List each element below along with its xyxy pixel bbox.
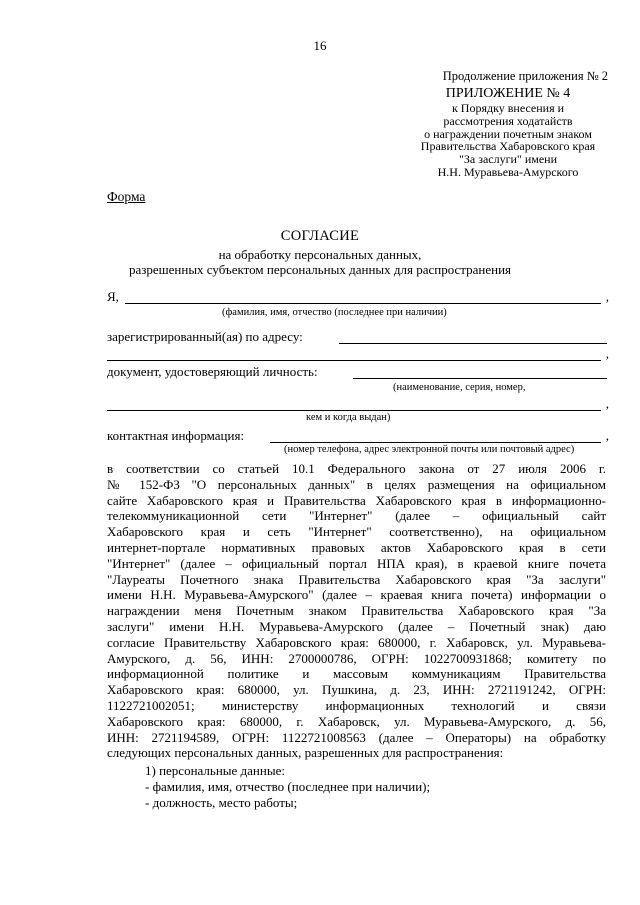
appendix-line: "За заслуги" имени [458,152,558,167]
identity-document-field[interactable] [107,364,607,380]
body-line: № 152-ФЗ "О персональных данных" в целях размещения на официальном [107,476,606,492]
appendix-continuation: Продолжение приложения № 2 [442,69,608,83]
contact-info-label: контактная информация: [107,428,245,443]
body-line: согласие Правительству Хабаровского края: 680000, г. Хабаровск, ул. Муравьева- [107,634,606,650]
full-name-label: Я, [107,289,119,304]
subtitle-line: на обработку персональных данных, [218,247,422,262]
list-item: - фамилия, имя, отчество (последнее при наличии); [145,779,431,794]
comma: , [605,396,609,411]
contact-info-field[interactable] [107,428,607,444]
consent-body-text [107,461,606,761]
identity-document-label: документ, удостоверяющий личность: [107,364,318,379]
page-number: 16 [313,38,327,53]
body-line: заслуги" имени Н.Н. Муравьева-Амурского (далее – Почетный знак) даю [107,618,606,634]
full-name-field[interactable] [107,289,607,305]
full-name-line[interactable] [125,303,601,304]
contact-info-line[interactable] [270,442,601,443]
identity-document-line-2[interactable] [107,410,601,411]
list-item: 1) персональные данные: [145,763,285,778]
address-line-2[interactable] [107,360,601,361]
appendix-header [390,86,626,179]
body-line: информационной политике и массовым коммуникациям Правительства [107,666,606,682]
appendix-line: Правительства Хабаровского края [420,139,596,154]
comma: , [605,346,609,361]
address-field-continued[interactable] [107,346,607,362]
contact-info-hint: (номер телефона, адрес электронной почты или почтовый адрес) [284,444,575,455]
body-line: Хабаровского края и сеть "Интернет" соответственно), на официальном [107,524,606,540]
body-line: Хабаровского края: 680000, г. Хабаровск, ул. Муравьева-Амурского, д. 56, [107,713,606,729]
appendix-line: рассмотрения ходатайств [443,113,573,128]
body-line: интернет-портале нормативных правовых актов Хабаровского края в сети [107,539,606,555]
document-title: СОГЛАСИЕ [280,228,360,244]
body-line: "Лауреаты Почетного знака Правительства Хабаровского края "За заслуги" [107,571,606,587]
form-label: Форма [107,189,146,204]
body-line: в соответствии со статьей 10.1 Федерального закона от 27 июля 2006 г. [107,461,606,476]
body-line: телекоммуникационной сети "Интернет" (далее – официальный сайт [107,508,606,524]
appendix-line: к Порядку внесения и [451,101,565,115]
document-subtitle [0,247,640,277]
address-field[interactable] [107,329,607,345]
identity-document-line[interactable] [353,378,607,379]
body-line: сайте Хабаровского края и Правительства Хабаровского края в информационно- [107,492,606,508]
body-line: следующих персональных данных, разрешенных для распространения: [107,745,504,761]
comma: , [605,289,609,304]
identity-document-hint: (наименование, серия, номер, [393,382,526,393]
body-line: награждении меня Почетным знаком Правительства Хабаровского края "За [107,603,606,619]
body-line: ИНН: 2721194589, ОГРН: 1122721008563 (далее – Операторы) на обработку [107,729,606,745]
address-line[interactable] [339,343,607,344]
subtitle-line: разрешенных субъектом персональных данных для распространения [128,262,512,277]
identity-document-field-continued[interactable] [107,396,607,412]
appendix-line: о награждении почетным знаком [424,126,592,141]
comma: , [605,428,609,443]
list-item: - должность, место работы; [145,795,298,810]
body-line: Хабаровского края: 680000, ул. Пушкина, д. 23, ИНН: 2721191242, ОГРН: [107,682,606,698]
body-line: Амурского, д. 56, ИНН: 2700000786, ОГРН: 1022700931868; комитету по [107,650,606,666]
body-line: имени Н.Н. Муравьева-Амурского" (далее – краевая книга почета) информации о [107,587,606,603]
appendix-title: ПРИЛОЖЕНИЕ № 4 [445,86,571,101]
body-line: 1122721002051; министерству информационных технологий и связи [107,697,606,713]
full-name-hint: (фамилия, имя, отчество (последнее при наличии) [222,307,447,318]
appendix-line: Н.Н. Муравьева-Амурского [437,164,579,179]
address-label: зарегистрированный(ая) по адресу: [107,329,303,344]
identity-document-hint-2: кем и когда выдан) [306,412,391,423]
body-line: "Интернет" (далее – официальный портал НПА края), в краевой книге почета [107,555,606,571]
